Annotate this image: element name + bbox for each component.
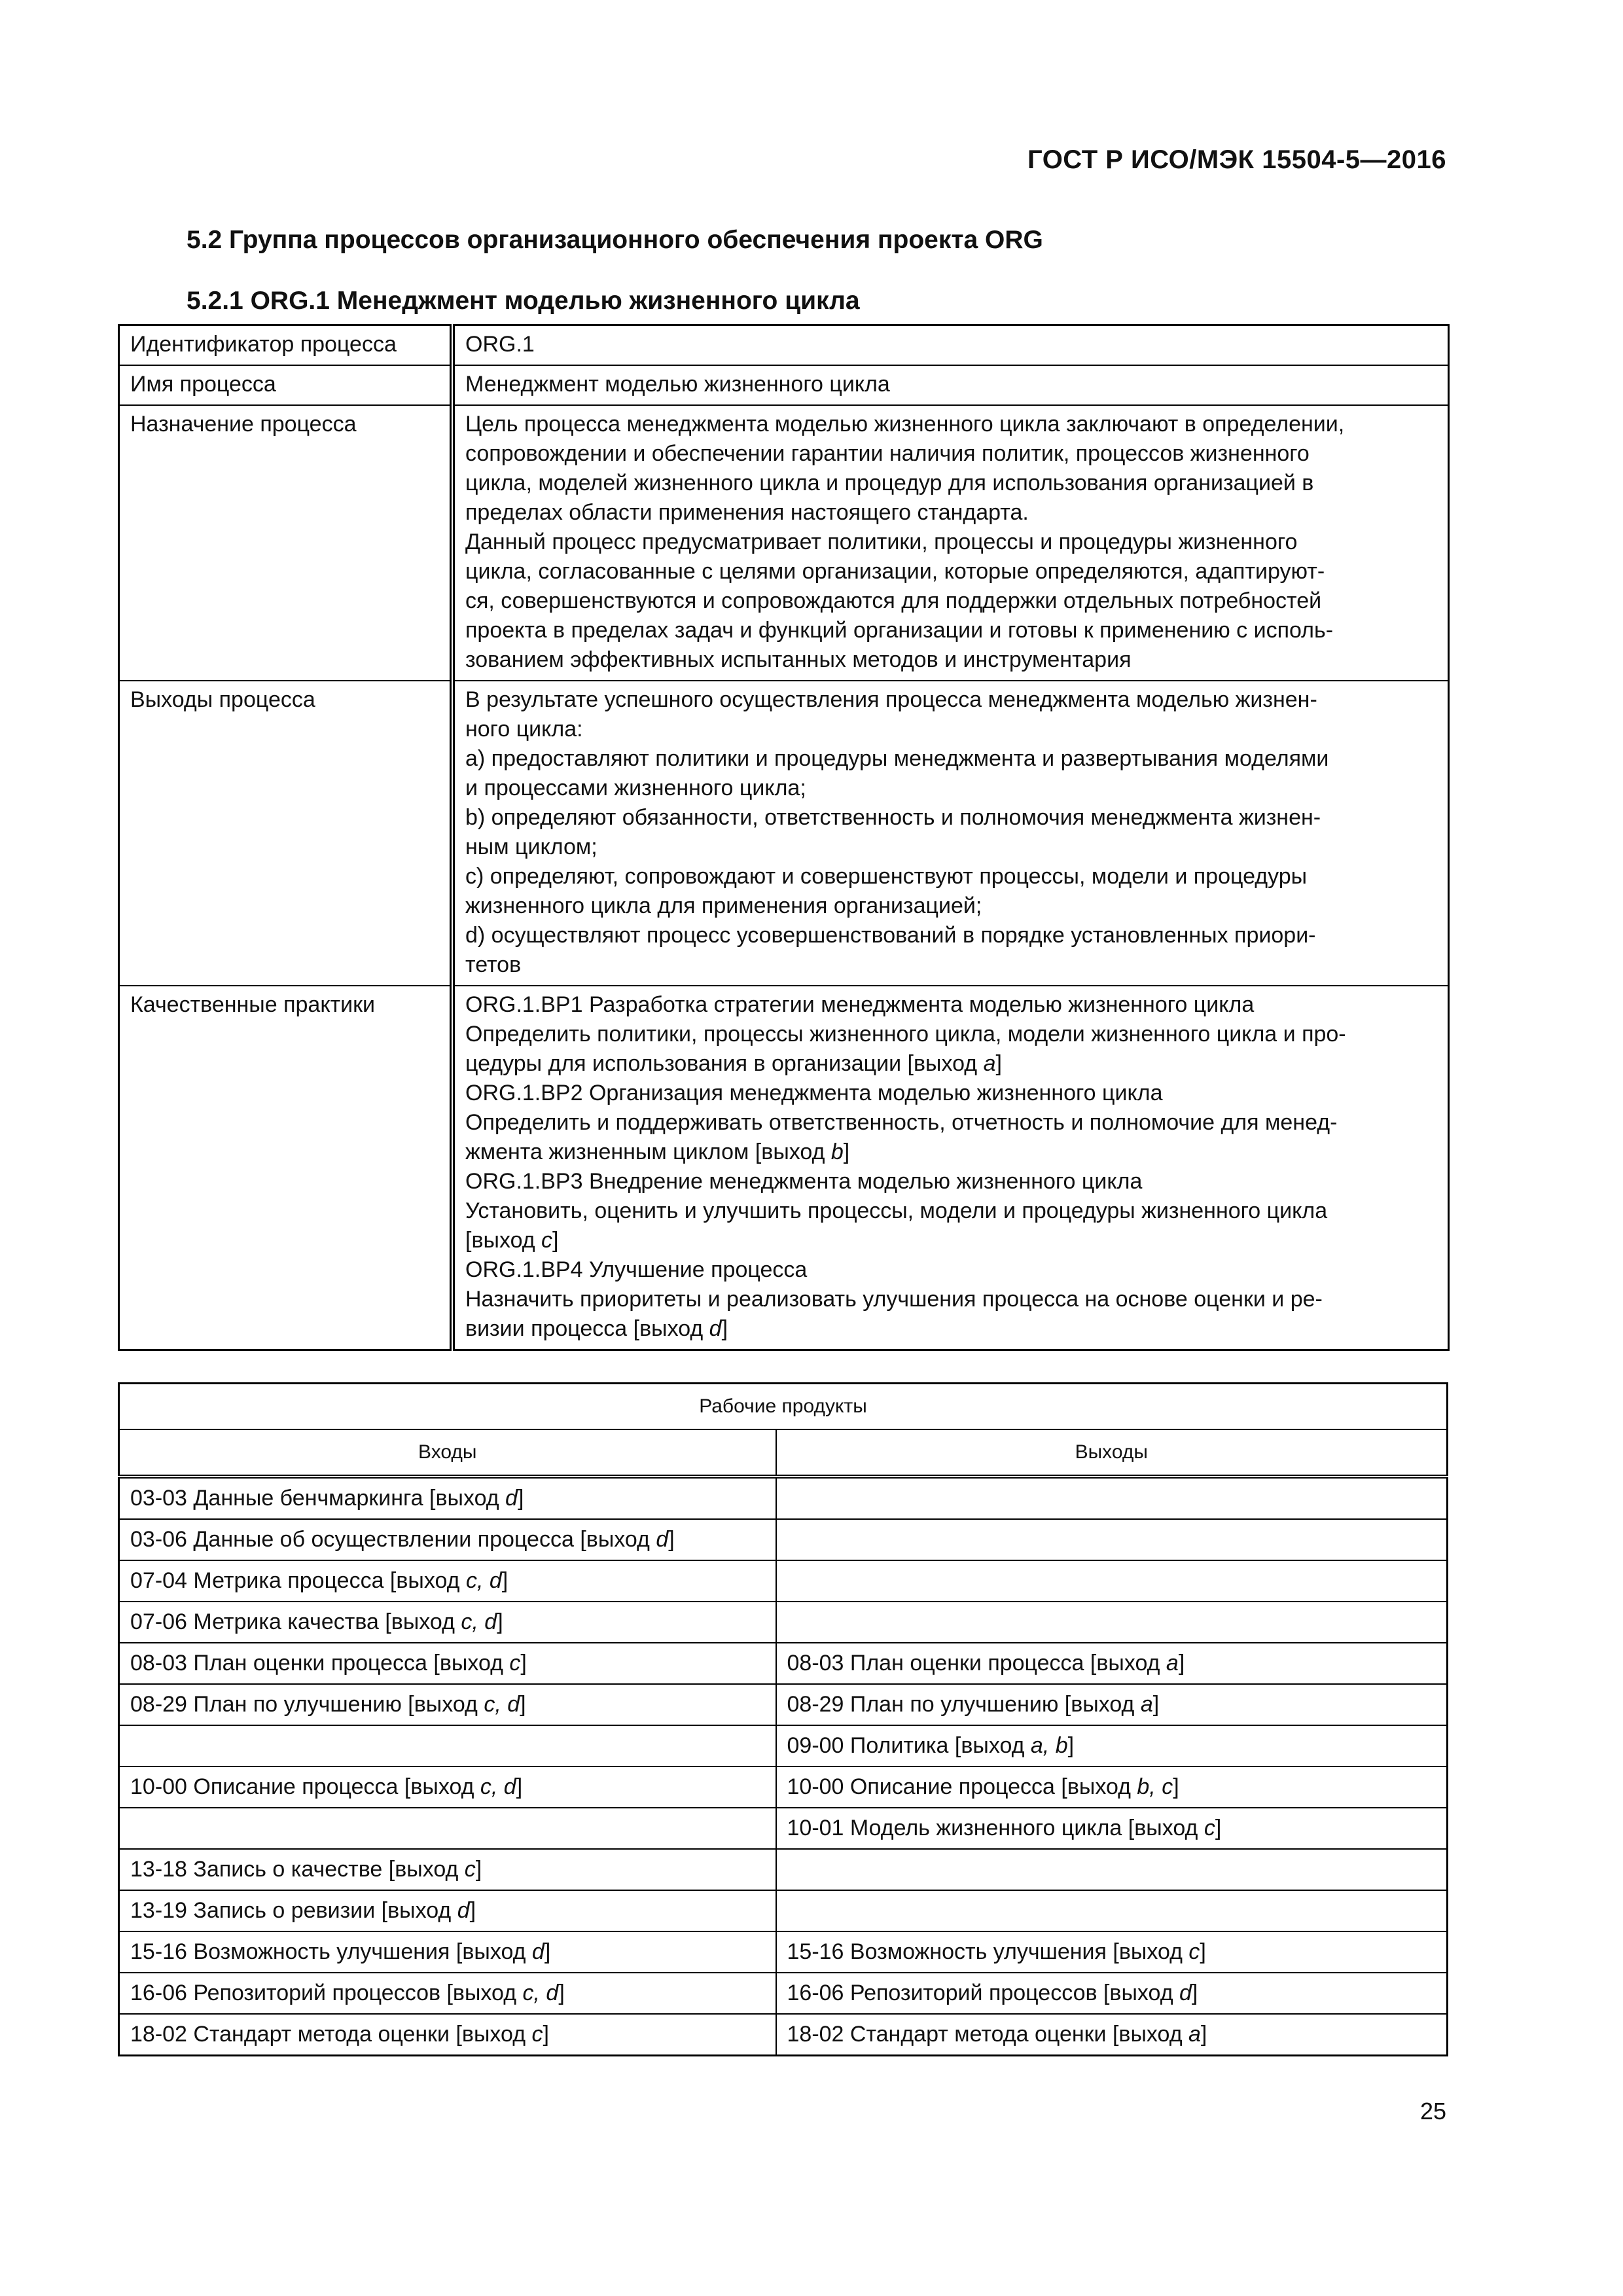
text-line: Установить, оценить и улучшить процессы, модели и процедуры жизненного цикла	[465, 1198, 1328, 1223]
input-work-product: 10-00 Описание процесса [выход c, d]	[119, 1767, 776, 1808]
text-line: цикла, моделей жизненного цикла и процедур для использования организацией в	[465, 471, 1314, 495]
base-practices-label: Качественные практики	[119, 986, 453, 1350]
inputs-column-header: Входы	[119, 1429, 776, 1477]
input-work-product: 07-04 Метрика процесса [выход c, d]	[119, 1560, 776, 1602]
input-work-product: 03-06 Данные об осуществлении процесса [выход d]	[119, 1519, 776, 1560]
process-id-row	[119, 325, 1449, 366]
text-line: b) определяют обязанности, ответственность и полномочия менеджмента жизнен-	[465, 805, 1321, 830]
input-work-product: 03-03 Данные бенчмаркинга [выход d]	[119, 1477, 776, 1519]
process-name-value: Менеджмент моделью жизненного цикла	[452, 365, 1449, 405]
output-work-product: 10-00 Описание процесса [выход b, c]	[776, 1767, 1448, 1808]
input-work-product: 13-18 Запись о качестве [выход c]	[119, 1849, 776, 1890]
text-line: В результате успешного осуществления процесса менеджмента моделью жизнен-	[465, 687, 1317, 712]
output-work-product	[776, 1890, 1448, 1931]
text-line: Цель процесса менеджмента моделью жизненного цикла заключают в определении,	[465, 412, 1345, 437]
text-line: жмента жизненным циклом [выход b]	[465, 1139, 850, 1164]
text-line: тетов	[465, 952, 522, 977]
text-line: ORG.1.BP1 Разработка стратегии менеджмента моделью жизненного цикла	[465, 992, 1255, 1017]
output-work-product: 08-03 План оценки процесса [выход a]	[776, 1643, 1448, 1684]
output-work-product: 10-01 Модель жизненного цикла [выход c]	[776, 1808, 1448, 1849]
page-number: 25	[1419, 2098, 1446, 2125]
input-work-product: 13-19 Запись о ревизии [выход d]	[119, 1890, 776, 1931]
process-purpose-row	[119, 405, 1449, 681]
text-line: ным циклом;	[465, 834, 597, 859]
text-line: жизненного цикла для применения организацией;	[465, 893, 982, 918]
input-work-product: 15-16 Возможность улучшения [выход d]	[119, 1931, 776, 1973]
document-code: ГОСТ Р ИСО/МЭК 15504-5—2016	[1027, 145, 1446, 174]
work-product-row	[119, 1519, 1448, 1560]
text-line: Определить и поддерживать ответственность, отчетность и полномочие для менед-	[465, 1110, 1338, 1135]
text-line: ORG.1.BP3 Внедрение менеджмента моделью жизненного цикла	[465, 1169, 1143, 1194]
work-product-row	[119, 2014, 1448, 2056]
process-name-row	[119, 365, 1449, 405]
text-line: цикла, согласованные с целями организации, которые определяются, адаптируют-	[465, 559, 1325, 584]
output-work-product: 15-16 Возможность улучшения [выход c]	[776, 1931, 1448, 1973]
input-work-product	[119, 1725, 776, 1767]
text-line: ся, совершенствуются и сопровождаются для поддержки отдельных потребностей	[465, 588, 1322, 613]
input-work-product: 18-02 Стандарт метода оценки [выход c]	[119, 2014, 776, 2056]
output-work-product: 16-06 Репозиторий процессов [выход d]	[776, 1973, 1448, 2014]
process-purpose-text	[452, 405, 1449, 681]
work-product-row	[119, 1767, 1448, 1808]
text-line: ORG.1.BP4 Улучшение процесса	[465, 1257, 808, 1282]
text-line: проекта в пределах задач и функций организации и готовы к применению с исполь-	[465, 618, 1334, 643]
text-line: ного цикла:	[465, 717, 583, 742]
work-product-row	[119, 1560, 1448, 1602]
base-practices-row	[119, 986, 1449, 1350]
text-line: d) осуществляют процесс усовершенствований в порядке установленных приори-	[465, 923, 1316, 948]
text-line: зованием эффективных испытанных методов и инструментария	[465, 647, 1132, 672]
work-products-table	[118, 1382, 1448, 2056]
section-heading: 5.2 Группа процессов организационного обеспечения проекта ORG	[187, 226, 1043, 254]
output-work-product	[776, 1519, 1448, 1560]
text-line: цедуры для использования в организации [выход a]	[465, 1051, 1002, 1076]
work-product-row	[119, 1725, 1448, 1767]
outputs-column-header: Выходы	[776, 1429, 1448, 1477]
process-name-label: Имя процесса	[119, 365, 453, 405]
text-line: c) определяют, сопровождают и совершенствуют процессы, модели и процедуры	[465, 864, 1308, 889]
text-line: ORG.1.BP2 Организация менеджмента моделью жизненного цикла	[465, 1081, 1163, 1105]
text-line: Данный процесс предусматривает политики, процессы и процедуры жизненного	[465, 529, 1298, 554]
output-work-product	[776, 1560, 1448, 1602]
process-outcomes-row	[119, 681, 1449, 986]
subsection-heading: 5.2.1 ORG.1 Менеджмент моделью жизненного цикла	[187, 287, 860, 315]
output-work-product	[776, 1477, 1448, 1519]
process-outcomes-text	[452, 681, 1449, 986]
work-product-row	[119, 1684, 1448, 1725]
work-product-row	[119, 1808, 1448, 1849]
process-outcomes-label: Выходы процесса	[119, 681, 453, 986]
work-product-row	[119, 1931, 1448, 1973]
text-line: [выход c]	[465, 1228, 559, 1253]
process-id-value: ORG.1	[452, 325, 1449, 366]
work-product-row	[119, 1973, 1448, 2014]
output-work-product: 09-00 Политика [выход a, b]	[776, 1725, 1448, 1767]
output-work-product: 18-02 Стандарт метода оценки [выход a]	[776, 2014, 1448, 2056]
input-work-product: 08-03 План оценки процесса [выход c]	[119, 1643, 776, 1684]
input-work-product: 08-29 План по улучшению [выход c, d]	[119, 1684, 776, 1725]
text-line: Определить политики, процессы жизненного цикла, модели жизненного цикла и про-	[465, 1022, 1346, 1047]
work-product-row	[119, 1477, 1448, 1519]
input-work-product	[119, 1808, 776, 1849]
text-line: пределах области применения настоящего стандарта.	[465, 500, 1029, 525]
text-line: а) предоставляют политики и процедуры менеджмента и развертывания моделями	[465, 746, 1329, 771]
process-description-table	[118, 324, 1450, 1351]
base-practices-text	[452, 986, 1449, 1350]
process-purpose-label: Назначение процесса	[119, 405, 453, 681]
process-id-label: Идентификатор процесса	[119, 325, 453, 366]
work-product-row	[119, 1890, 1448, 1931]
output-work-product	[776, 1602, 1448, 1643]
output-work-product: 08-29 План по улучшению [выход a]	[776, 1684, 1448, 1725]
work-products-body	[119, 1477, 1448, 2056]
work-product-row	[119, 1849, 1448, 1890]
input-work-product: 16-06 Репозиторий процессов [выход c, d]	[119, 1973, 776, 2014]
work-product-row	[119, 1643, 1448, 1684]
work-products-title: Рабочие продукты	[119, 1384, 1448, 1430]
text-line: сопровождении и обеспечении гарантии наличия политик, процессов жизненного	[465, 441, 1310, 466]
input-work-product: 07-06 Метрика качества [выход c, d]	[119, 1602, 776, 1643]
text-line: визии процесса [выход d]	[465, 1316, 728, 1341]
text-line: Назначить приоритеты и реализовать улучшения процесса на основе оценки и ре-	[465, 1287, 1323, 1312]
text-line: и процессами жизненного цикла;	[465, 776, 806, 800]
output-work-product	[776, 1849, 1448, 1890]
work-product-row	[119, 1602, 1448, 1643]
